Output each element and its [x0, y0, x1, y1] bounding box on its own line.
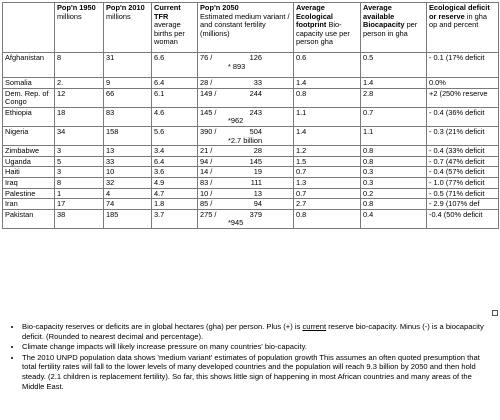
- cell-pop1950: 17: [55, 199, 104, 210]
- pop-2050-constant: 111: [250, 177, 262, 187]
- note-text: Bio-capacity reserves or deficits are in global hectares (gha) per person. Plus (+) is: [22, 322, 303, 331]
- pop-2050-medium: 275 /: [200, 209, 217, 219]
- cell-biocapacity: 0.7: [361, 107, 427, 126]
- table-row: [3, 53, 499, 78]
- cell-biocapacity: 0.8: [361, 146, 427, 157]
- cell-footprint: 0.7: [294, 167, 361, 178]
- cell-country: Nigeria: [3, 126, 55, 145]
- pop-2050-medium: 28 /: [200, 78, 213, 87]
- cell-pop1950: 34: [55, 126, 104, 145]
- header-title: Pop'n 2050: [200, 3, 239, 12]
- cell-pop-2050: [198, 146, 294, 157]
- cell-biocapacity: 0.8: [361, 199, 427, 210]
- cell-biocapacity: 0.2: [361, 188, 427, 199]
- cell-pop2010: 32: [104, 177, 152, 188]
- header-deficit: [427, 3, 499, 53]
- cell-pop1950: 38: [55, 209, 104, 228]
- cell-deficit: - 0.4 (33% deficit: [427, 146, 499, 157]
- table-row: [3, 209, 499, 228]
- cell-pop-2050: [198, 156, 294, 167]
- cell-biocapacity: 0.4: [361, 209, 427, 228]
- cell-pop-2050: [198, 188, 294, 199]
- cell-pop-2050: [198, 78, 294, 89]
- header-title: Ecological deficit or reserve: [429, 3, 490, 21]
- cell-pop2010: 74: [104, 199, 152, 210]
- cell-deficit: - 1.0 (77% deficit: [427, 177, 499, 188]
- cell-pop-2050: [198, 177, 294, 188]
- table-row: [3, 107, 499, 126]
- cell-pop1950: 8: [55, 53, 104, 78]
- cell-tfr: 4.7: [152, 188, 198, 199]
- cell-biocapacity: 0.3: [361, 177, 427, 188]
- cell-country: Palestine: [3, 188, 55, 199]
- note-text: Climate change impacts will likely increase pressure on many countries' bio-capacity.: [22, 342, 307, 352]
- cell-deficit: - 0.7 (47% deficit: [427, 156, 499, 167]
- header-biocapacity: [361, 3, 427, 53]
- pop-2050-medium: 85 /: [200, 199, 213, 209]
- cell-pop2010: 66: [104, 88, 152, 107]
- cell-deficit: +2 (250% reserve: [427, 88, 499, 107]
- pop-2050-constant: 379: [249, 209, 262, 219]
- cell-country: Zimbabwe: [3, 146, 55, 157]
- table-row: [3, 177, 499, 188]
- note-underlined: current: [302, 322, 327, 331]
- cell-footprint: 0.6: [294, 53, 361, 78]
- pop-2050-note: *2.7 billion: [228, 135, 263, 145]
- cell-biocapacity: 2.8: [361, 88, 427, 107]
- cell-pop1950: 12: [55, 88, 104, 107]
- pop-2050-pair: [200, 147, 262, 156]
- cell-deficit: - 0.4 (36% deficit: [427, 107, 499, 126]
- cell-pop1950: 5: [55, 156, 104, 167]
- cell-footprint: 0.7: [294, 188, 361, 199]
- cell-country: Haiti: [3, 167, 55, 178]
- pop-2050-constant: 243: [249, 107, 262, 117]
- note-text: reserve bio-capacity. Minus (-) is a biocapacity deficit. (Rounded to nearest decimal and percentage).: [22, 322, 484, 341]
- cell-pop-2050: [198, 209, 294, 228]
- header-pop-2010: [104, 3, 152, 53]
- cell-biocapacity: 1.4: [361, 78, 427, 89]
- pop-2050-note: *962: [228, 116, 244, 126]
- pop-2050-constant: 19: [253, 167, 262, 177]
- table-row: [3, 88, 499, 107]
- cell-pop2010: 13: [104, 146, 152, 157]
- header-pop-2050: [198, 3, 294, 53]
- header-row: [3, 3, 499, 53]
- cell-biocapacity: 0.3: [361, 167, 427, 178]
- cell-footprint: 1.5: [294, 156, 361, 167]
- header-country: [3, 3, 55, 53]
- pop-2050-constant: 126: [249, 53, 262, 62]
- cell-deficit: - 0.4 (57% deficit: [427, 167, 499, 178]
- table-row: [3, 126, 499, 145]
- header-sub: average births per woman: [154, 20, 185, 47]
- header-title: Average Ecological footprint: [296, 3, 333, 30]
- cell-pop1950: 2.: [55, 78, 104, 89]
- pop-2050-pair: [200, 179, 262, 188]
- pop-2050-constant: 28: [253, 146, 262, 156]
- cell-tfr: 4.9: [152, 177, 198, 188]
- header-title: Average available Biocapacity: [363, 3, 405, 30]
- cell-pop-2050: [198, 88, 294, 107]
- cell-tfr: 6.6: [152, 53, 198, 78]
- cell-tfr: 1.8: [152, 199, 198, 210]
- cell-footprint: 0.8: [294, 209, 361, 228]
- cell-footprint: 0.8: [294, 88, 361, 107]
- header-footprint: [294, 3, 361, 53]
- cell-country: Iraq: [3, 177, 55, 188]
- cell-deficit: -0.4 (50% deficit: [427, 209, 499, 228]
- pop-2050-medium: 390 /: [200, 126, 217, 136]
- cell-country: Somalia: [3, 78, 55, 89]
- cell-country: Pakistan: [3, 209, 55, 228]
- cell-pop2010: 10: [104, 167, 152, 178]
- pop-2050-pair: [200, 158, 262, 167]
- pop-2050-pair: [200, 168, 262, 177]
- note-climate: [22, 342, 488, 352]
- cell-deficit: 0.0%: [427, 78, 499, 89]
- cell-country: Uganda: [3, 156, 55, 167]
- note-unpd: [22, 353, 488, 391]
- cell-pop2010: 4: [104, 188, 152, 199]
- pop-2050-medium: 21 /: [200, 146, 213, 156]
- cell-pop-2050: [198, 53, 294, 78]
- table-row: [3, 167, 499, 178]
- header-tfr: [152, 3, 198, 53]
- cell-tfr: 4.6: [152, 107, 198, 126]
- selection-handle[interactable]: [492, 310, 498, 316]
- cell-biocapacity: 1.1: [361, 126, 427, 145]
- table-row: [3, 78, 499, 89]
- header-title: Pop'n 1950: [57, 3, 96, 12]
- cell-pop2010: 9: [104, 78, 152, 89]
- cell-pop2010: 158: [104, 126, 152, 145]
- cell-pop1950: 3: [55, 167, 104, 178]
- cell-deficit: - 2.9 (107% def: [427, 199, 499, 210]
- footnotes: [8, 322, 488, 392]
- pop-2050-pair: [200, 79, 262, 88]
- cell-pop2010: 83: [104, 107, 152, 126]
- cell-footprint: 1.3: [294, 177, 361, 188]
- note-bio-capacity: [22, 322, 488, 341]
- cell-deficit: - 0.5 (71% deficit: [427, 188, 499, 199]
- cell-pop1950: 8: [55, 177, 104, 188]
- pop-2050-medium: 10 /: [200, 188, 213, 198]
- cell-country: Ethiopia: [3, 107, 55, 126]
- cell-pop2010: 33: [104, 156, 152, 167]
- notes-list: [8, 322, 488, 391]
- cell-country: Afghanistan: [3, 53, 55, 78]
- cell-tfr: 6.4: [152, 78, 198, 89]
- pop-2050-medium: 76 /: [200, 53, 213, 62]
- cell-pop-2050: [198, 107, 294, 126]
- population-ecology-table: [2, 2, 499, 229]
- pop-2050-medium: 94 /: [200, 156, 213, 166]
- pop-2050-constant: 33: [253, 78, 262, 87]
- pop-2050-pair: [200, 200, 262, 209]
- header-sub: Estimated medium variant / and constant fertility (millions): [200, 11, 290, 38]
- table-row: [3, 146, 499, 157]
- pop-2050-medium: 14 /: [200, 167, 213, 177]
- table-row: [3, 199, 499, 210]
- cell-tfr: 6.4: [152, 156, 198, 167]
- header-sub: in gha op and percent: [429, 11, 487, 30]
- cell-country: Iran: [3, 199, 55, 210]
- cell-tfr: 6.1: [152, 88, 198, 107]
- cell-pop2010: 185: [104, 209, 152, 228]
- pop-2050-constant: 13: [253, 188, 262, 198]
- cell-tfr: 5.6: [152, 126, 198, 145]
- cell-pop2010: 31: [104, 53, 152, 78]
- header-title: Pop'n 2010: [106, 3, 145, 12]
- pop-2050-note: *945: [228, 218, 244, 228]
- header-sub: millions: [57, 11, 82, 21]
- header-pop-1950: [55, 3, 104, 53]
- cell-footprint: 1.1: [294, 107, 361, 126]
- cell-pop1950: 3: [55, 146, 104, 157]
- pop-2050-constant: 94: [253, 199, 262, 209]
- table-body: [3, 53, 499, 229]
- pop-2050-note: * 893: [228, 61, 246, 71]
- cell-deficit: - 0.1 (17% deficit: [427, 53, 499, 78]
- cell-pop-2050: [198, 126, 294, 145]
- cell-biocapacity: 0.5: [361, 53, 427, 78]
- pop-2050-medium: 145 /: [200, 107, 217, 117]
- cell-biocapacity: 0.8: [361, 156, 427, 167]
- table-row: [3, 156, 499, 167]
- header-sub: per person in gha: [363, 20, 418, 38]
- cell-tfr: 3.7: [152, 209, 198, 228]
- cell-footprint: 1.2: [294, 146, 361, 157]
- cell-tfr: 3.6: [152, 167, 198, 178]
- pop-2050-medium: 83 /: [200, 177, 213, 187]
- cell-country: Dem. Rep. of Congo: [3, 88, 55, 107]
- pop-2050-pair: [200, 190, 262, 199]
- header-sub: Bio-capacity use per person gha: [296, 20, 350, 47]
- cell-tfr: 3.4: [152, 146, 198, 157]
- cell-deficit: - 0.3 (21% deficit: [427, 126, 499, 145]
- cell-pop1950: 18: [55, 107, 104, 126]
- pop-2050-constant: 504: [249, 126, 262, 136]
- pop-2050-constant: 244: [249, 88, 262, 98]
- cell-pop-2050: [198, 199, 294, 210]
- header-sub: millions: [106, 11, 131, 21]
- pop-2050-constant: 145: [249, 156, 262, 166]
- cell-footprint: 1.4: [294, 126, 361, 145]
- cell-footprint: 1.4: [294, 78, 361, 89]
- header-title: Current TFR: [154, 3, 181, 21]
- cell-pop1950: 1: [55, 188, 104, 199]
- cell-pop-2050: [198, 167, 294, 178]
- cell-footprint: 2.7: [294, 199, 361, 210]
- pop-2050-medium: 149 /: [200, 88, 217, 98]
- pop-2050-pair: [200, 90, 262, 99]
- note-text: The 2010 UNPD population data shows 'medium variant' estimates of population growth This assumes an often quoted presumption that total fertility rates will fall to the lower levels of many developed countries and the population will reach 9.3 billion by 2050 and then hold steady. (2.1 children is replacement fertility). So far, this shows little sign of happening in most African countries and many areas of the Middle East.: [22, 352, 480, 391]
- table-row: [3, 188, 499, 199]
